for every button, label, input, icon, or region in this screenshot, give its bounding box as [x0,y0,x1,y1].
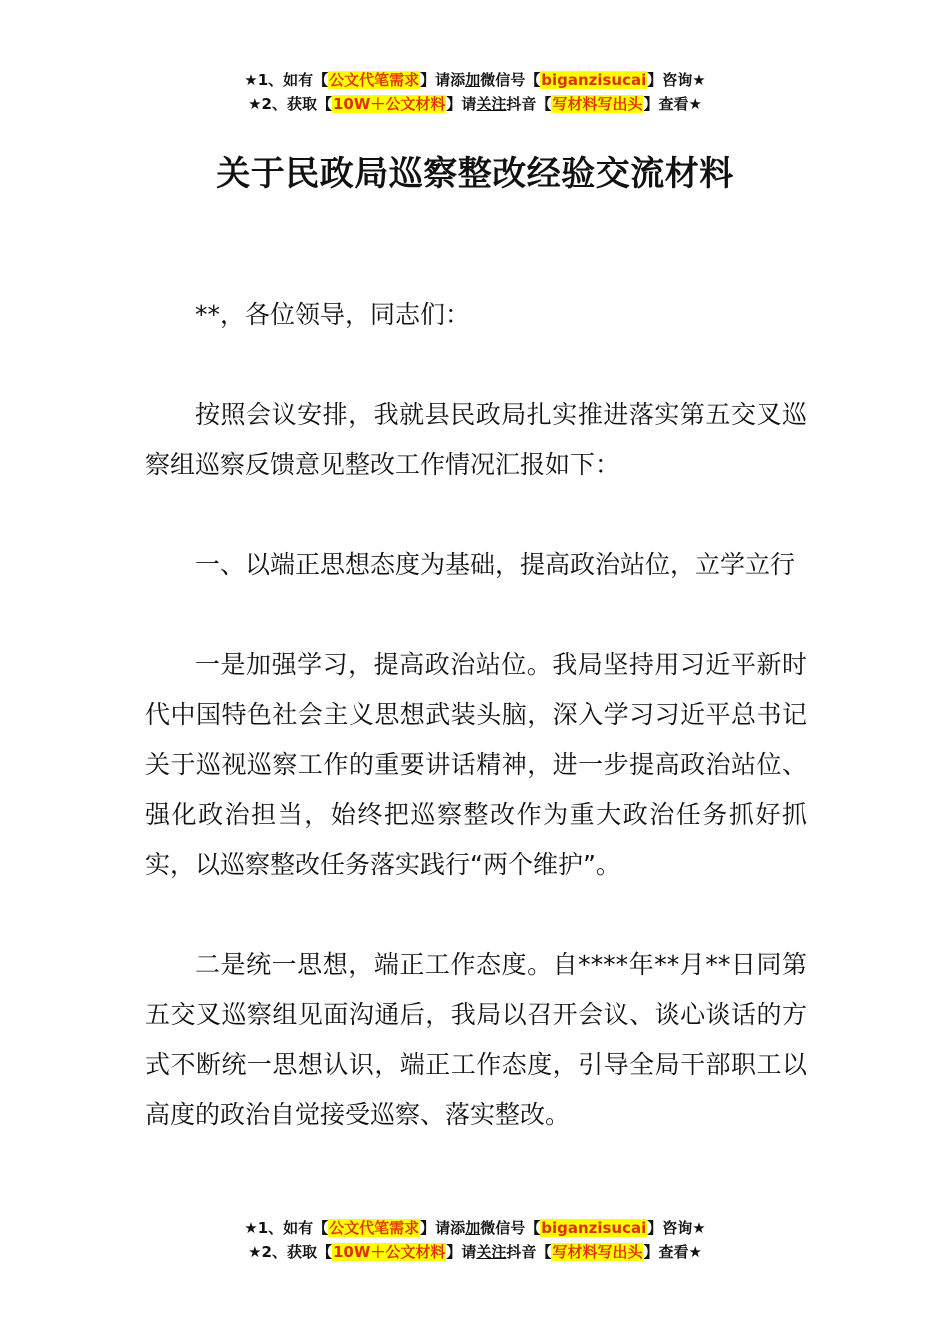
document-body [145,290,807,1140]
header-banner [0,68,950,116]
highlight-service: 公文代笔需求 [329,1219,420,1237]
footer-banner [0,1216,950,1264]
highlight-service: 公文代笔需求 [329,71,420,89]
salutation: **，各位领导，同志们： [195,300,471,329]
highlight-materials: 10W＋公文材料 [332,1243,446,1261]
highlight-wechat-id: biganzisucai [541,71,647,89]
banner-line-2: ★2、获取【10W＋公文材料】请关注抖音【写材料写出头】查看★ [248,1243,702,1261]
highlight-douyin: 写材料写出头 [552,1243,643,1261]
banner-line-1: ★1、如有【公文代笔需求】请添加微信号【biganzisucai】咨询★ [244,71,706,89]
body-paragraph: 二是统一思想，端正工作态度。自****年**月**日同第五交叉巡察组见面沟通后，我局以召开会议、谈心谈话的方式不断统一思想认识，端正工作态度，引导全局干部职工以高度的政治自觉接受巡察、落实整改。 [145,950,807,1129]
highlight-materials: 10W＋公文材料 [332,95,446,113]
highlight-wechat-id: biganzisucai [541,1219,647,1237]
highlight-douyin: 写材料写出头 [552,95,643,113]
banner-line-2: ★2、获取【10W＋公文材料】请关注抖音【写材料写出头】查看★ [248,95,702,113]
body-paragraph: 一是加强学习，提高政治站位。我局坚持用习近平新时代中国特色社会主义思想武装头脑，深入学习习近平总书记关于巡视巡察工作的重要讲话精神，进一步提高政治站位、强化政治担当，始终把巡察整改作为重大政治任务抓好抓实，以巡察整改任务落实践行“两个维护”。 [145,650,807,879]
banner-line-1: ★1、如有【公文代笔需求】请添加微信号【biganzisucai】咨询★ [244,1219,706,1237]
body-paragraph: 按照会议安排，我就县民政局扎实推进落实第五交叉巡察组巡察反馈意见整改工作情况汇报如下： [145,400,807,479]
section-heading: 一、以端正思想态度为基础，提高政治站位，立学立行 [195,550,796,579]
document-title: 关于民政局巡察整改经验交流材料 [216,154,734,194]
